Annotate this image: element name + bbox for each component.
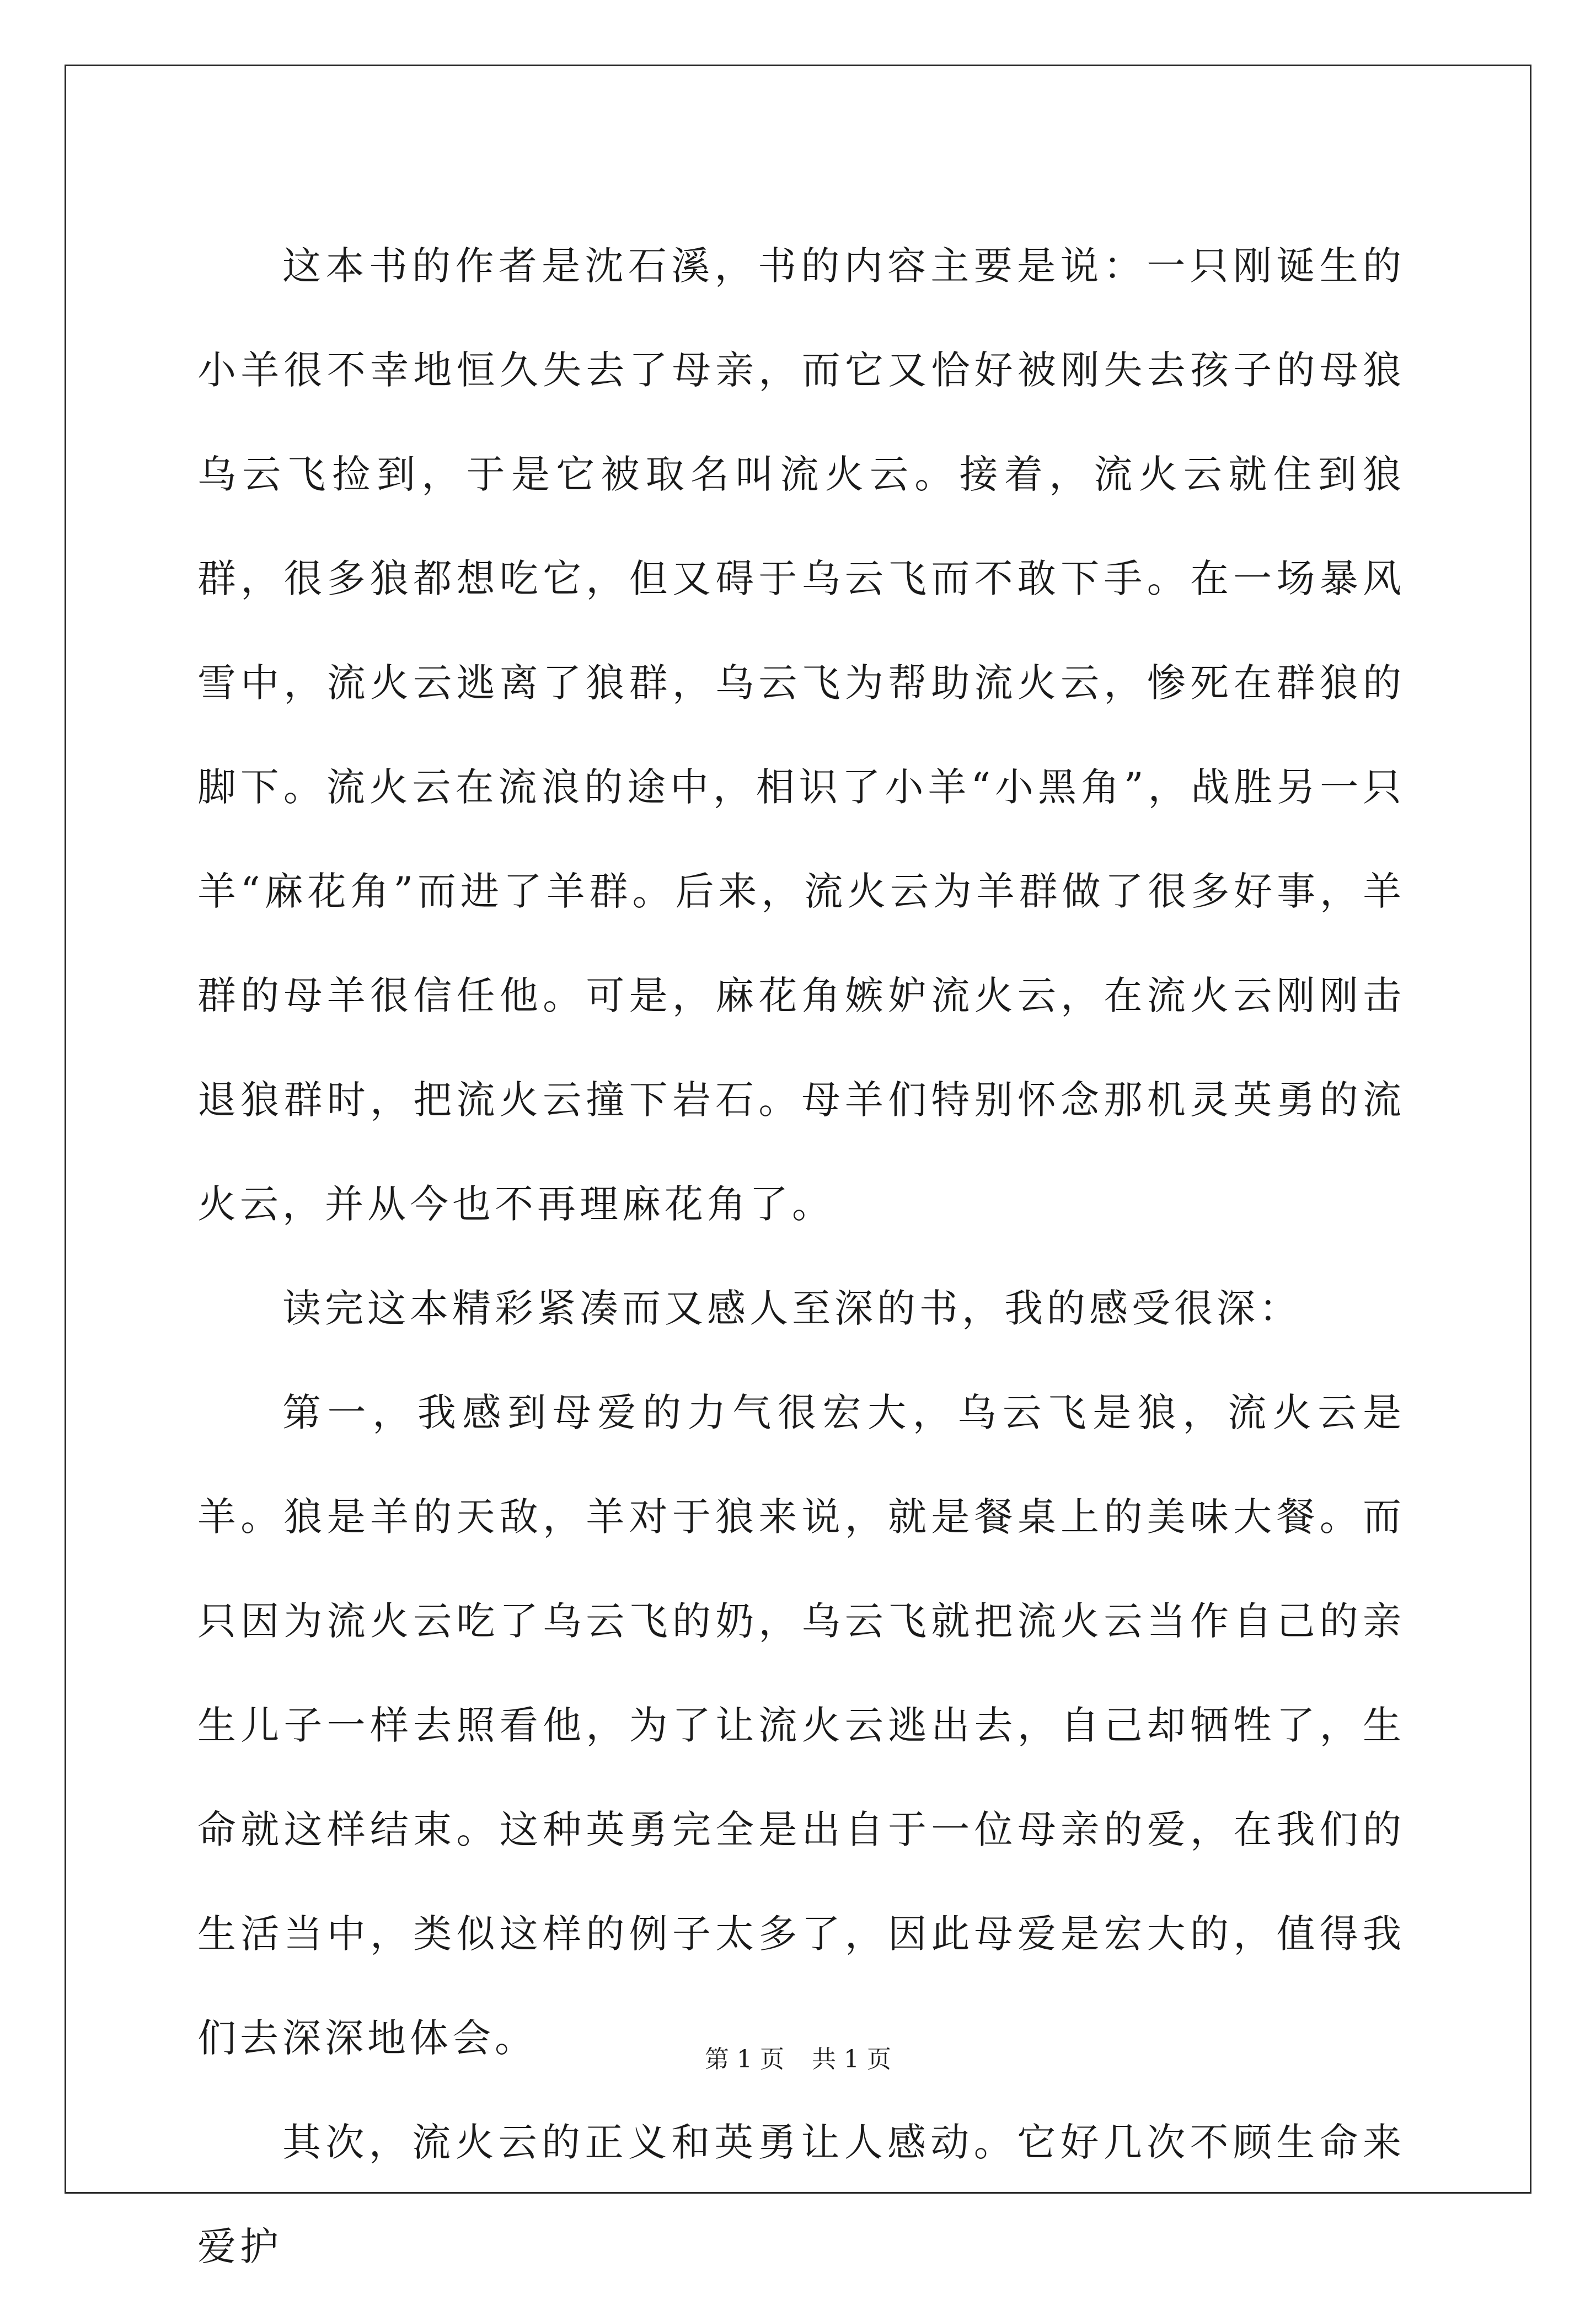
paragraph-first-point: 第一，我感到母爱的力气很宏大，乌云飞是狼，流火云是羊。狼是羊的天敌，羊对于狼来说，就是餐桌上的美味大餐。而只因为流火云吃了乌云飞的奶，乌云飞就把流火云当作自己的亲生儿子一样去照看他，为了让流火云逃出去，自己却牺牲了，生命就这样结束。这种英勇完全是出自于一位母亲的爱，在我们的生活当中，类似这样的例子太多了，因此母爱是宏大的，值得我们去深深地体会。 bbox=[197, 1390, 1405, 2061]
page-total: 共 1 页 bbox=[812, 2045, 891, 2073]
document-body bbox=[197, 214, 1405, 2299]
page-footer bbox=[0, 2043, 1596, 2076]
paragraph-second-point: 其次，流火云的正义和英勇让人感动。它好几次不顾生命来爱护 bbox=[197, 2120, 1405, 2269]
page-number: 第 1 页 bbox=[705, 2045, 784, 2073]
paragraph-summary: 这本书的作者是沈石溪，书的内容主要是说：一只刚诞生的小羊很不幸地恒久失去了母亲，而它又恰好被刚失去孩子的母狼乌云飞捡到，于是它被取名叫流火云。接着，流火云就住到狼群，很多狼都想吃它，但又碍于乌云飞而不敢下手。在一场暴风雪中，流火云逃离了狼群，乌云飞为帮助流火云，惨死在群狼的脚下。流火云在流浪的途中，相识了小羊“小黑角”，战胜另一只羊“麻花角”而进了羊群。后来，流火云为羊群做了很多好事，羊群的母羊很信任他。可是，麻花角嫉妒流火云，在流火云刚刚击退狼群时，把流火云撞下岩石。母羊们特别怀念那机灵英勇的流火云，并从今也不再理麻花角了。 bbox=[197, 243, 1405, 1227]
paragraph-reaction: 读完这本精彩紧凑而又感人至深的书，我的感受很深： bbox=[282, 1286, 1302, 1331]
